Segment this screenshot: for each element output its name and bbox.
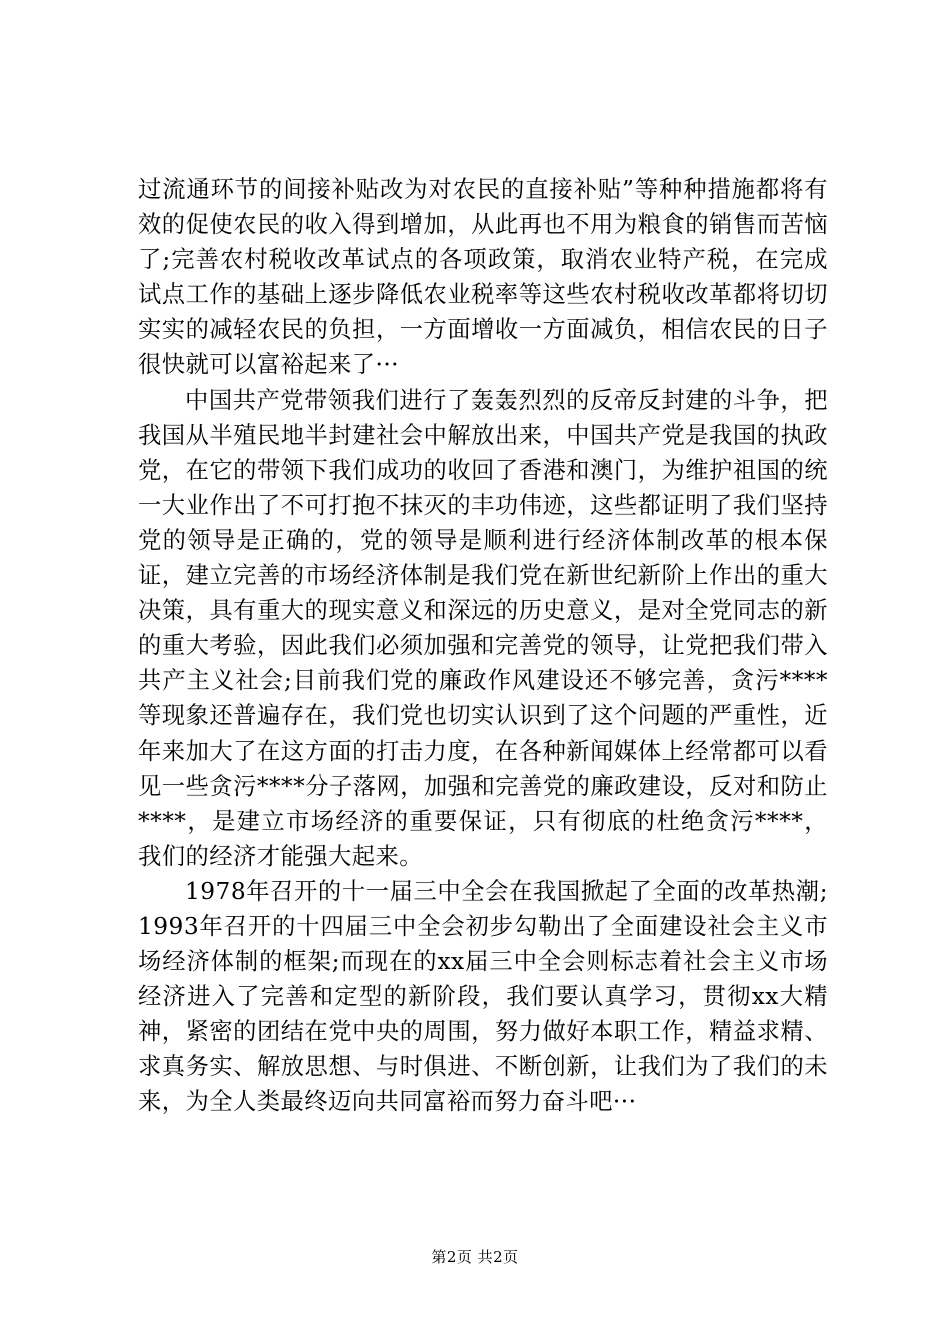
- page-number-footer: 第2页 共2页: [431, 1248, 519, 1266]
- paragraph-1: 过流通环节的间接补贴改为对农民的直接补贴”等种种措施都将有效的促使农民的收入得到增加，从此再也不用为粮食的销售而苦恼了;完善农村税收改革试点的各项政策，取消农业特产税，在完成试点工作的基础上逐步降低农业税率等这些农村税收改革都将切切实实的减轻农民的负担，一方面增收一方面减负，相信农民的日子很快就可以富裕起来了···: [138, 176, 828, 379]
- paragraph-3: 1978年召开的十一届三中全会在我国掀起了全面的改革热潮;1993年召开的十四届三中全会初步勾勒出了全面建设社会主义市场经济体制的框架;而现在的xx届三中全会则标志着社会主义市场经济进入了完善和定型的新阶段，我们要认真学习，贯彻xx大精神，紧密的团结在党中央的周围，努力做好本职工作，精益求精、求真务实、解放思想、与时俱进、不断创新，让我们为了我们的未来，为全人类最终迈向共同富裕而努力奋斗吧···: [138, 877, 828, 1116]
- document-body: [138, 172, 828, 1120]
- paragraph-2: 中国共产党带领我们进行了轰轰烈烈的反帝反封建的斗争，把我国从半殖民地半封建社会中解放出来，中国共产党是我国的执政党，在它的带领下我们成功的收回了香港和澳门，为维护祖国的统一大业作出了不可打抱不抹灭的丰功伟迹，这些都证明了我们坚持党的领导是正确的，党的领导是顺利进行经济体制改革的根本保证，建立完善的市场经济体制是我们党在新世纪新阶上作出的重大决策，具有重大的现实意义和深远的历史意义，是对全党同志的新的重大考验，因此我们必须加强和完善党的领导，让党把我们带入共产主义社会;目前我们党的廉政作风建设还不够完善，贪污****等现象还普遍存在，我们党也切实认识到了这个问题的严重性，近年来加大了在这方面的打击力度，在各种新闻媒体上经常都可以看见一些贪污****分子落网，加强和完善党的廉政建设，反对和防止****，是建立市场经济的重要保证，只有彻底的杜绝贪污****，我们的经济才能强大起来。: [138, 386, 828, 870]
